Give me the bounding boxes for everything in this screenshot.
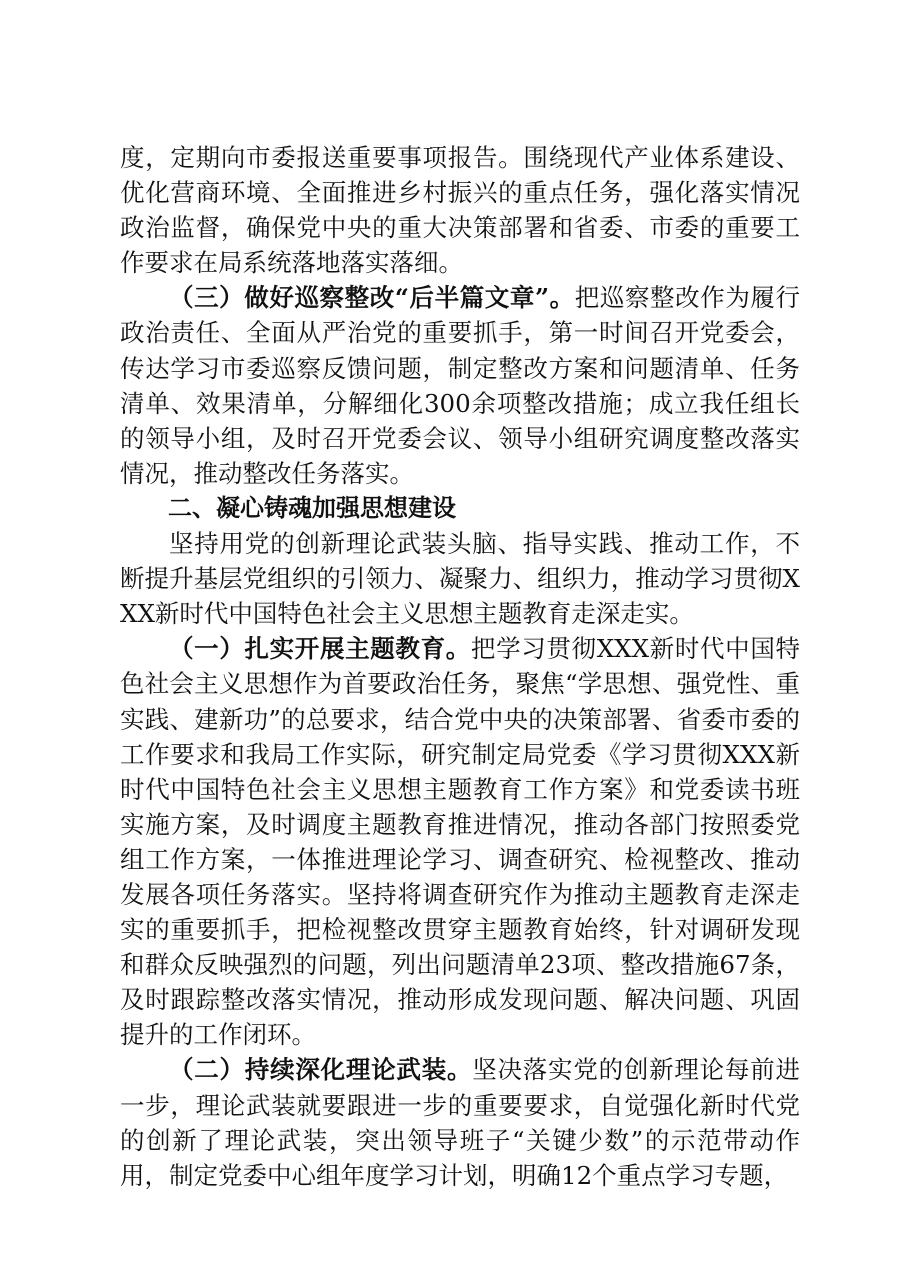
paragraph-inspection-body: 把巡察整改作为履行政治责任、全面从严治党的重要抓手，第一时间召开党委会，传达学习市委巡察反馈问题，制定整改方案和问题清单、任务清单、效果清单，分解细化300余项整改措施；成立我任组长的领导小组，及时召开党委会议、领导小组研究调度整改落实情况，推动整改任务落实。 <box>120 283 801 488</box>
paragraph-theory-armament <box>120 1052 800 1192</box>
section-heading-ideology: 二、凝心铸魂加强思想建设 <box>168 493 456 522</box>
paragraph-section-intro: 坚持用党的创新理论武装头脑、指导实践、推动工作，不断提升基层党组织的引领力、凝聚力、组织力，推动学习贯彻XXX新时代中国特色社会主义思想主题教育走深走实。 <box>120 529 800 629</box>
paragraph-continuation: 度，定期向市委报送重要事项报告。围绕现代产业体系建设、优化营商环境、全面推进乡村振兴的重点任务，强化落实情况政治监督，确保党中央的重大决策部署和省委、市委的重要工作要求在局系统落地落实落细。 <box>120 143 800 278</box>
subheading-theory-armament: （二）持续深化理论武装。 <box>169 1055 473 1085</box>
paragraph-theory-armament-body: 坚决落实党的创新理论每前进一步，理论武装就要跟进一步的重要要求，自觉强化新时代党的创新了理论武装，突出领导班子“关键少数”的示范带动作用，制定党委中心组年度学习计划，明确12个重点学习专题， <box>120 1055 800 1190</box>
subheading-inspection-rectification: （三）做好巡察整改“后半篇文章”。 <box>169 283 575 313</box>
paragraph-theme-education <box>120 631 800 1052</box>
document-page <box>120 140 800 1193</box>
paragraph-inspection-rectification <box>120 280 800 491</box>
subheading-theme-education: （一）扎实开展主题教育。 <box>169 634 471 664</box>
paragraph-theme-education-body: 把学习贯彻XXX新时代中国特色社会主义思想作为首要政治任务，聚焦“学思想、强党性、重实践、建新功”的总要求，结合党中央的决策部署、省委市委的工作要求和我局工作实际，研究制定局党委《学习贯彻XXX新时代中国特色社会主义思想主题教育工作方案》和党委读书班实施方案，及时调度主题教育推进情况，推动各部门按照委党组工作方案，一体推进理论学习、调查研究、检视整改、推动发展各项任务落实。坚持将调查研究作为推动主题教育走深走实的重要抓手，把检视整改贯穿主题教育始终，针对调研发现和群众反映强烈的问题，列出问题清单23项、整改措施67条，及时跟踪整改落实情况，推动形成发现问题、解决问题、巩固提升的工作闭环。 <box>120 634 801 1050</box>
